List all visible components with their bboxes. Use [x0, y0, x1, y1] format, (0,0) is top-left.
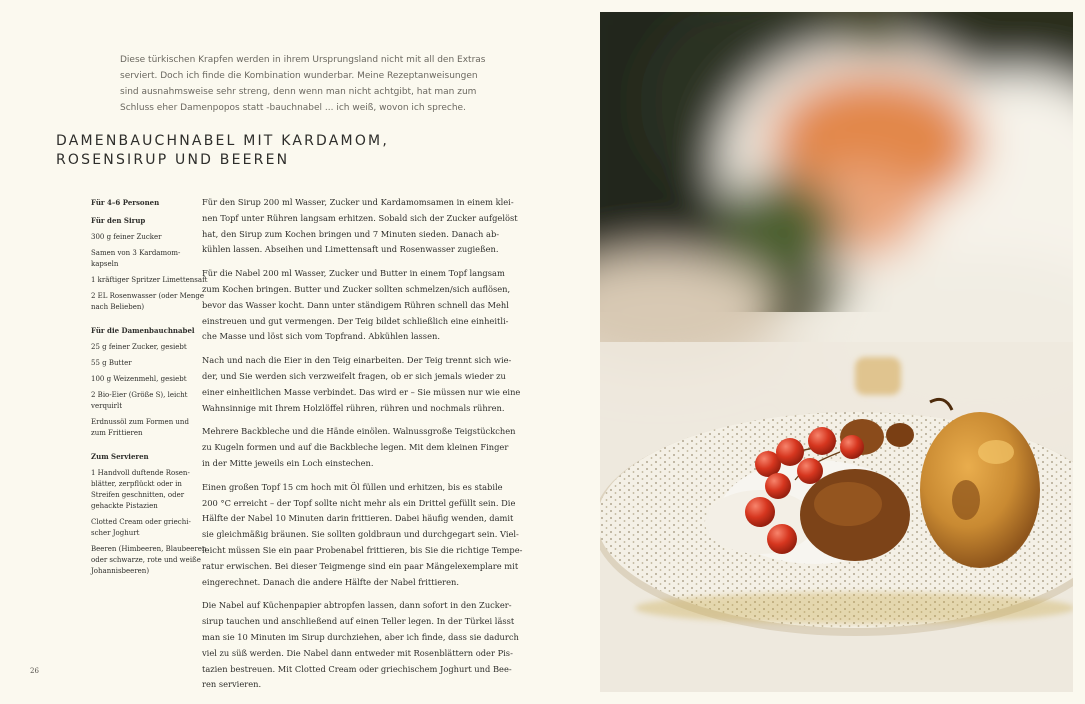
method-column [202, 195, 523, 701]
ingredient-item [91, 544, 207, 577]
ingredient-group [91, 325, 196, 439]
title-line: DAMENBAUCHNABEL MIT KARDAMOM, [56, 133, 389, 149]
ingredient-line: Johannisbeeren) [91, 567, 150, 575]
dessert-photo [600, 12, 1073, 692]
ingredient-line: Samen von 3 Kardamom- [91, 249, 181, 257]
method-line: nen Topf unter Rühren langsam erhitzen. Sobald sich der Zucker aufgelöst [202, 212, 518, 223]
ingredient-item [91, 517, 196, 539]
method-line: tazien bestreuen. Mit Clotted Cream oder griechischem Joghurt und Bee- [202, 663, 512, 674]
ingredient-item [91, 468, 196, 512]
ingredient-item [91, 248, 196, 270]
ingredient-line: kapseln [91, 260, 119, 268]
ingredient-line: 100 g Weizenmehl, gesiebt [91, 375, 187, 383]
method-line: Wahnsinnige mit Ihrem Holzlöffel rühren, rühren und nochmals rühren. [202, 402, 505, 413]
method-line: 200 °C erreicht – der Topf sollte nicht mehr als ein Drittel gefüllt sein. Die [202, 497, 516, 508]
ingredient-line: scher Joghurt [91, 529, 140, 537]
method-line: einstreuen und gut vermengen. Der Teig bildet schließlich eine einheitli- [202, 315, 509, 326]
ingredient-line: gehackte Pistazien [91, 502, 158, 510]
method-line: che Masse und löst sich vom Topfrand. Abkühlen lassen. [202, 331, 440, 342]
method-line: ratur erwischen. Bei dieser Teigmenge sind ein paar Mängelexemplare mit [202, 560, 519, 571]
ingredient-line: Streifen geschnitten, oder [91, 491, 185, 499]
method-paragraph [202, 424, 516, 471]
intro-line: Diese türkischen Krapfen werden in ihrem Ursprungsland nicht mit all den Extras [120, 55, 486, 65]
method-line: zu Kugeln formen und auf die Backbleche legen. Mit dem kleinen Finger [202, 442, 509, 453]
title-line: ROSENSIRUP UND BEEREN [56, 152, 290, 168]
method-line: eingerechnet. Danach die andere Hälfte der Nabel frittieren. [202, 576, 460, 587]
ingredient-line: verquirlt [91, 402, 123, 410]
ingredient-line: 55 g Butter [91, 359, 132, 367]
method-line: Einen großen Topf 15 cm hoch mit Öl füllen und erhitzen, bis es stabile [202, 481, 503, 492]
method-paragraph [202, 195, 518, 258]
method-line: sie gleichmäßig bräunen. Sie sollten goldbraun und durchgegart sein. Viel- [202, 529, 519, 540]
ingredient-item [91, 417, 196, 439]
ingredient-line: Erdnussöl zum Formen und [91, 418, 189, 426]
method-line: Mehrere Backbleche und die Hände einölen. Walnussgroße Teigstückchen [202, 426, 516, 437]
intro-line: Schluss eher Damenpopos statt -bauchnabel ... ich weiß, wovon ich spreche. [120, 103, 466, 113]
ingredient-group [91, 451, 207, 577]
ingredient-group-heading: Zum Servieren [91, 452, 149, 461]
method-paragraph [202, 266, 511, 345]
method-line: kühlen lassen. Abseihen und Limettensaft und Rosenwasser zugießen. [202, 244, 499, 255]
ingredient-line: 2 EL Rosenwasser (oder Menge [91, 292, 205, 300]
method-line: viel zu süß werden. Die Nabel dann entweder mit Rosenblättern oder Pis- [202, 647, 513, 658]
ingredient-line: 300 g feiner Zucker [91, 233, 162, 241]
ingredient-item [91, 342, 196, 353]
servings-label: Für 4–6 Personen [91, 198, 160, 207]
method-paragraph [202, 480, 523, 591]
ingredient-group [91, 215, 208, 313]
photo-illustration [600, 12, 1073, 692]
ingredient-item [91, 390, 196, 412]
method-line: ren servieren. [202, 679, 262, 690]
method-line: einer einheitlichen Masse verbindet. Das wird er – Sie müssen nur wie eine [202, 386, 521, 397]
method-line: man sie 10 Minuten im Sirup durchziehen, aber ich finde, dass sie dadurch [202, 631, 519, 642]
ingredient-line: 1 kräftiger Spritzer Limettensaft [91, 276, 208, 284]
method-line: Für den Sirup 200 ml Wasser, Zucker und Kardamomsamen in einem klei- [202, 197, 514, 207]
ingredient-item [91, 374, 196, 385]
method-line: zum Kochen bringen. Butter und Zucker sollten schmelzen/sich auflösen, [202, 283, 511, 294]
ingredient-item [91, 232, 196, 243]
method-line: bevor das Wasser kocht. Dann unter ständigem Rühren schnell das Mehl [202, 299, 509, 310]
ingredient-line: 2 Bio-Eier (Größe S), leicht [91, 391, 188, 399]
method-line: Für die Nabel 200 ml Wasser, Zucker und Butter in einem Topf langsam [202, 268, 505, 279]
ingredient-item [91, 275, 208, 286]
ingredient-line: 1 Handvoll duftende Rosen- [91, 469, 190, 477]
method-line: Hälfte der Nabel 10 Minuten darin frittieren. Dabei häufig wenden, damit [202, 513, 514, 524]
ingredient-group-heading: Für die Damenbauchnabel [91, 326, 195, 335]
ingredient-line: blätter, zerpflückt oder in [91, 480, 182, 488]
method-line: leicht müssen Sie ein paar Probenabel frittieren, bis Sie die richtige Tempe- [202, 544, 523, 555]
intro-line: sind ausnahmsweise sehr streng, denn wenn man nicht achtgibt, hat man zum [120, 87, 477, 97]
ingredient-line: Beeren (Himbeeren, Blaubeeren [91, 545, 207, 553]
recipe-title [56, 132, 389, 170]
ingredient-line: oder schwarze, rote und weiße [91, 556, 201, 564]
ingredient-group-heading: Für den Sirup [91, 216, 146, 225]
method-line: Die Nabel auf Küchenpapier abtropfen lassen, dann sofort in den Zucker- [202, 600, 512, 611]
ingredient-line: 25 g feiner Zucker, gesiebt [91, 343, 187, 351]
method-line: sirup tauchen und anschließend auf einen Teller legen. In der Türkei lässt [202, 616, 515, 627]
ingredients-column [91, 197, 208, 589]
intro-line: serviert. Doch ich finde die Kombination wunderbar. Meine Rezeptanweisungen [120, 71, 478, 81]
method-line: der, und Sie werden sich verzweifelt fragen, ob er sich jemals wieder zu [202, 370, 506, 381]
page-number: 26 [30, 667, 39, 675]
ingredient-line: Clotted Cream oder griechi- [91, 518, 191, 526]
intro-paragraph [120, 52, 492, 116]
ingredient-item [91, 358, 196, 369]
method-paragraph [202, 353, 521, 416]
method-line: Nach und nach die Eier in den Teig einarbeiten. Der Teig trennt sich wie- [202, 355, 512, 366]
ingredient-line: zum Frittieren [91, 429, 143, 437]
method-paragraph [202, 598, 519, 693]
method-line: in der Mitte jeweils ein Loch einstechen. [202, 457, 374, 468]
ingredient-item [91, 291, 205, 313]
ingredient-line: nach Belieben) [91, 303, 145, 311]
method-line: hat, den Sirup zum Kochen bringen und 7 Minuten sieden. Danach ab- [202, 228, 500, 239]
